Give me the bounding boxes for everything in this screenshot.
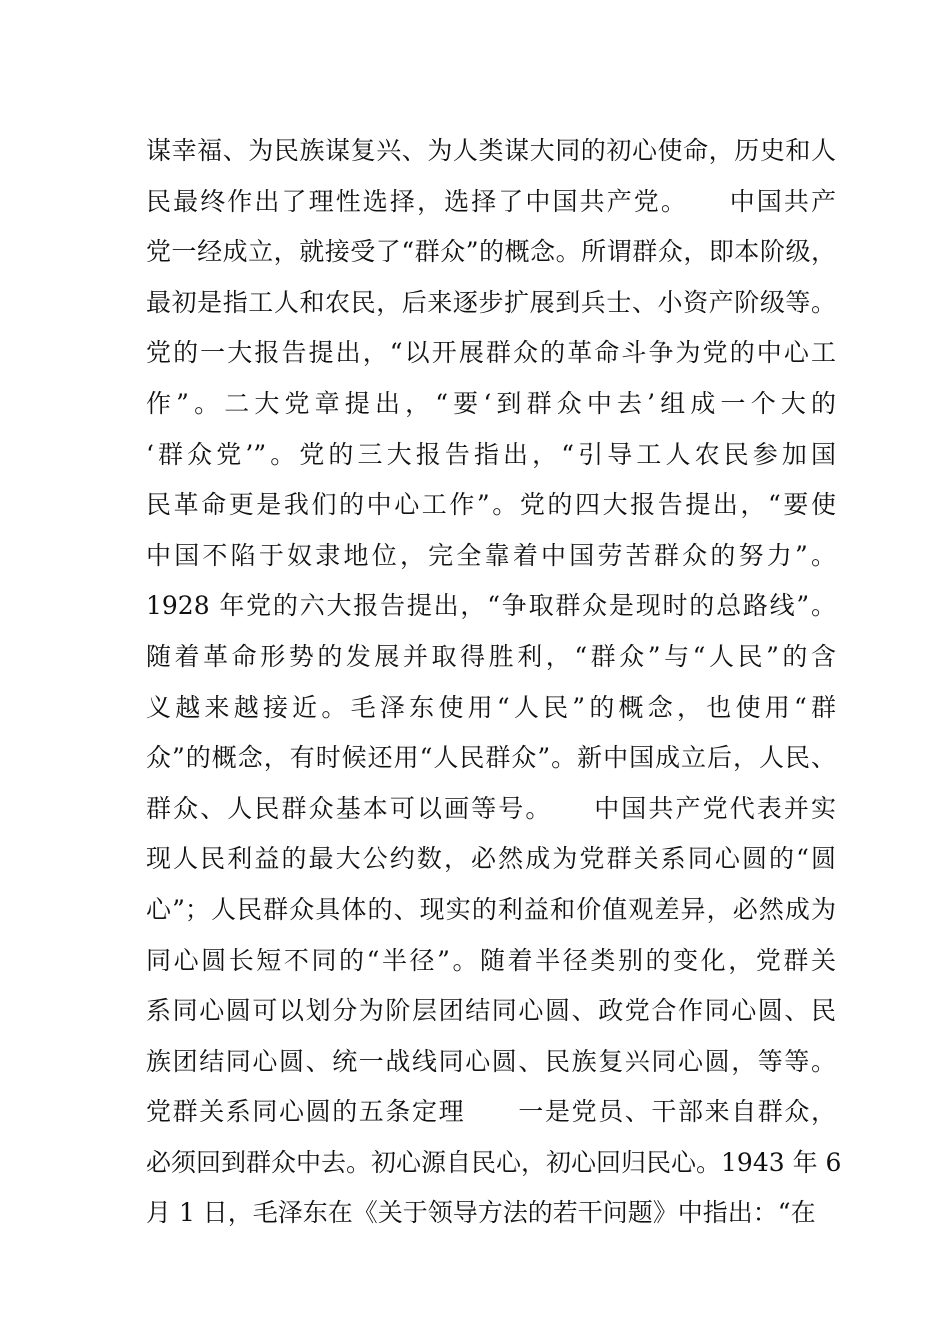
text-line: 民最终作出了理性选择，选择了中国共产党。 中国共产 xyxy=(146,186,836,216)
text-line: 族团结同心圆、统一战线同心圆、民族复兴同心圆，等等。 xyxy=(146,1046,836,1076)
text-line: 党群关系同心圆的五条定理 一是党员、干部来自群众， xyxy=(146,1097,836,1127)
text-line: 中国不陷于奴隶地位，完全靠着中国劳苦群众的努力”。 xyxy=(146,540,836,570)
text-line: 最初是指工人和农民，后来逐步扩展到兵士、小资产阶级等。 xyxy=(146,287,836,317)
text-line: 党一经成立，就接受了“群众”的概念。所谓群众，即本阶级， xyxy=(146,237,836,267)
text-line: 民革命更是我们的中心工作”。党的四大报告提出，“要使 xyxy=(146,490,836,520)
text-line: 同心圆长短不同的“半径”。随着半径类别的变化，党群关 xyxy=(146,945,836,975)
text-line: 众”的概念，有时候还用“人民群众”。新中国成立后，人民、 xyxy=(146,743,836,773)
text-line: 群众、人民群众基本可以画等号。 中国共产党代表并实 xyxy=(146,793,836,823)
text-line: 1928 年党的六大报告提出，“争取群众是现时的总路线”。 xyxy=(146,591,836,621)
text-line: 心”；人民群众具体的、现实的利益和价值观差异，必然成为 xyxy=(146,894,836,924)
text-line: 随着革命形势的发展并取得胜利，“群众”与“人民”的含 xyxy=(146,641,836,671)
document-body xyxy=(146,126,842,1239)
text-line: 必须回到群众中去。初心源自民心，初心回归民心。1943 年 6 xyxy=(146,1147,842,1177)
text-line: 谋幸福、为民族谋复兴、为人类谋大同的初心使命，历史和人 xyxy=(146,136,836,165)
text-line: 月 1 日，毛泽东在《关于领导方法的若干问题》中指出：“在 xyxy=(146,1198,816,1228)
text-line: 义越来越接近。毛泽东使用“人民”的概念，也使用“群 xyxy=(146,692,836,722)
text-line: ‘群众党’”。党的三大报告指出，“引导工人农民参加国 xyxy=(146,439,836,469)
text-line: 现人民利益的最大公约数，必然成为党群关系同心圆的“圆 xyxy=(146,844,836,874)
text-line: 党的一大报告提出，“以开展群众的革命斗争为党的中心工 xyxy=(146,338,836,368)
text-line: 作”。二大党章提出，“要‘到群众中去’组成一个大的 xyxy=(146,388,836,418)
text-line: 系同心圆可以划分为阶层团结同心圆、政党合作同心圆、民 xyxy=(146,996,836,1026)
